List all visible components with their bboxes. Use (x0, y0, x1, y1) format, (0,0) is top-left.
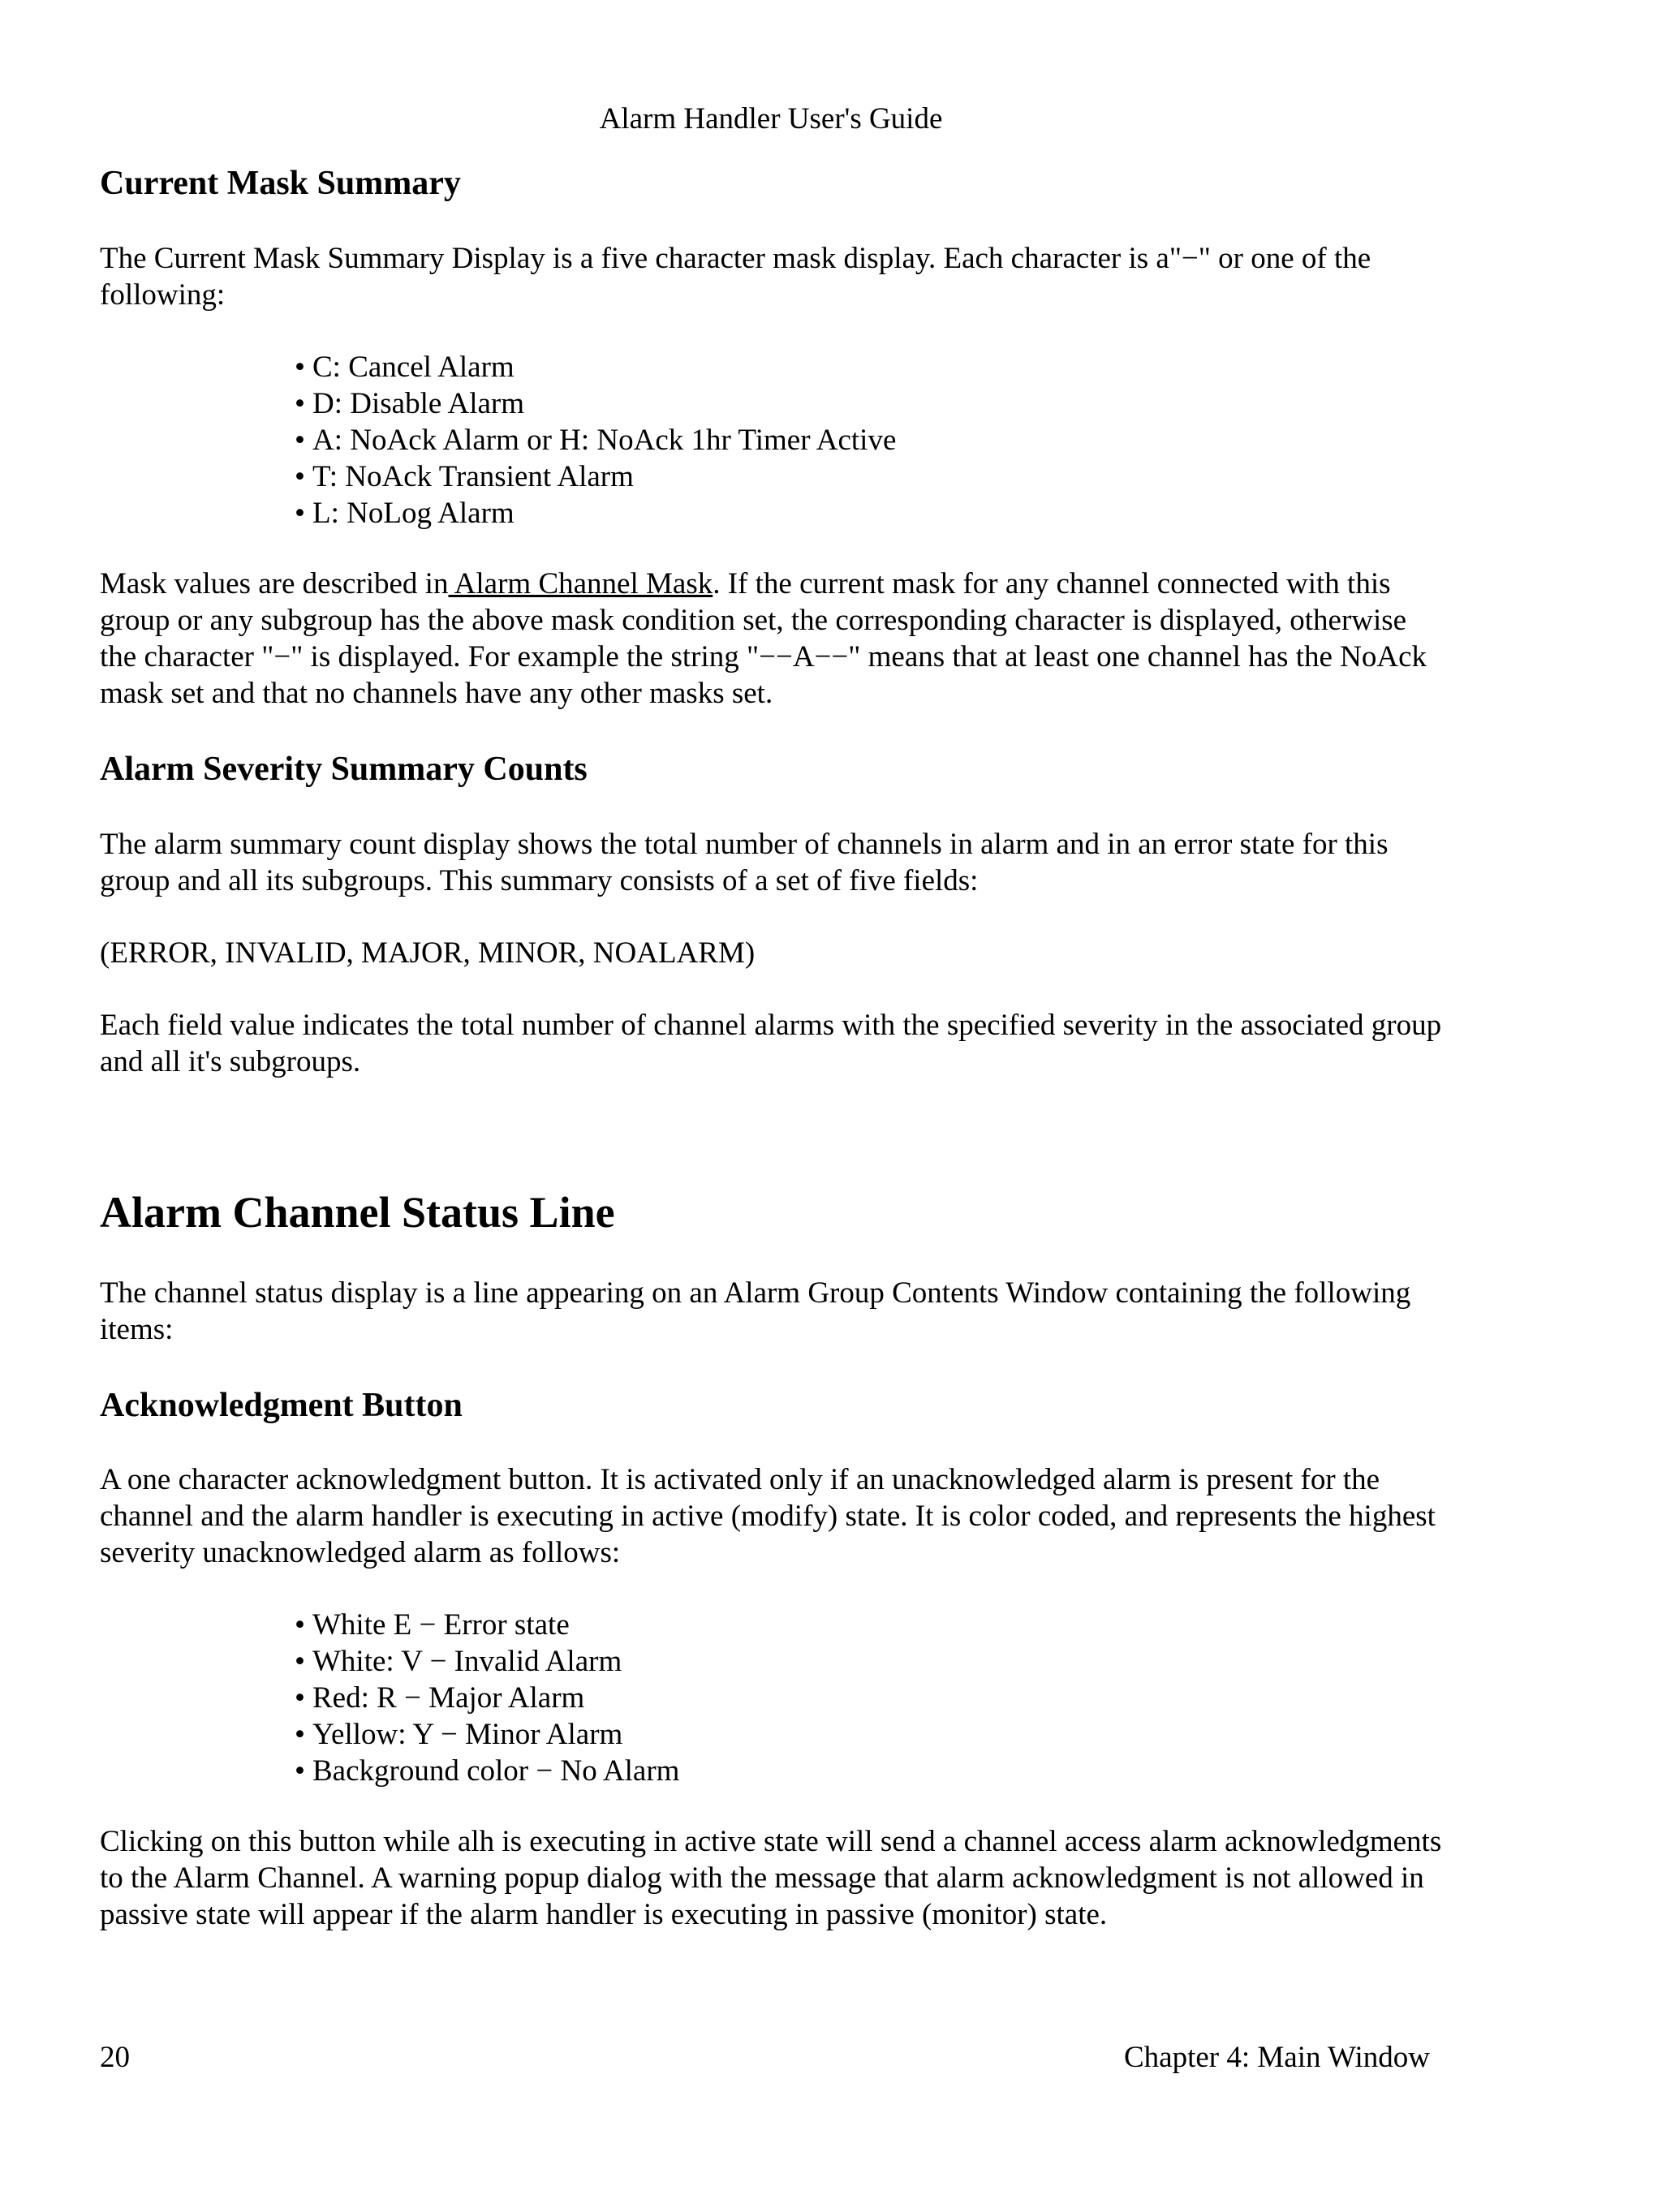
heading-current-mask-summary: Current Mask Summary (100, 165, 461, 202)
list-item: • White: V − Invalid Alarm (295, 1643, 679, 1680)
list-item: • Yellow: Y − Minor Alarm (295, 1716, 679, 1753)
heading-alarm-severity-summary-counts: Alarm Severity Summary Counts (100, 751, 588, 788)
heading-alarm-channel-status-line: Alarm Channel Status Line (100, 1188, 615, 1237)
mask-description-suffix: . If the current mask for any channel connected with this group or any subgroup has the above mask condition set, the corresponding character is displayed, otherwise the character "−" is displayed. For example the string "−−A−−" means that at least one channel has the NoAck mask set and that no channels have any other masks set. (100, 567, 1427, 710)
ack-intro-paragraph: A one character acknowledgment button. It is activated only if an unacknowledged alarm is present for the channel and the alarm handler is executing in active (modify) state. It is color coded, and represents the highest severity unacknowledged alarm as follows: (100, 1463, 1436, 1569)
list-item: • Red: R − Major Alarm (295, 1680, 679, 1716)
heading-acknowledgment-button: Acknowledgment Button (100, 1387, 463, 1424)
mask-description-paragraph (100, 566, 1447, 712)
mask-character-list (295, 349, 896, 531)
ack-body-paragraph: Clicking on this button while alh is executing in active state will send a channel access alarm acknowledgments to the Alarm Channel. A warning popup dialog with the message that alarm acknowledgment is not allowed in passive state will appear if the alarm handler is executing in passive (monitor) state. (100, 1825, 1442, 1931)
list-item: • D: Disable Alarm (295, 385, 896, 422)
list-item: • White E − Error state (295, 1607, 679, 1643)
running-header: Alarm Handler User's Guide (599, 102, 943, 136)
list-item: • T: NoAck Transient Alarm (295, 458, 896, 495)
alarm-channel-mask-link[interactable]: Alarm Channel Mask (448, 567, 713, 600)
status-line-intro-paragraph: The channel status display is a line appearing on an Alarm Group Contents Window containing the following items: (100, 1276, 1411, 1346)
severity-intro-paragraph: The alarm summary count display shows the total number of channels in alarm and in an error state for this group and all its subgroups. This summary consists of a set of five fields: (100, 828, 1389, 897)
mask-intro-paragraph: The Current Mask Summary Display is a five character mask display. Each character is a"−" or one of the following: (100, 242, 1371, 312)
severity-body-paragraph: Each field value indicates the total number of channel alarms with the specified severity in the associated group and all it's subgroups. (100, 1009, 1442, 1078)
ack-color-list (295, 1607, 679, 1789)
list-item: • Background color − No Alarm (295, 1753, 679, 1789)
mask-description-prefix: Mask values are described in (100, 567, 449, 600)
page-number: 20 (100, 2041, 130, 2074)
chapter-title: Chapter 4: Main Window (1123, 2041, 1430, 2074)
severity-fields-line: (ERROR, INVALID, MAJOR, MINOR, NOALARM) (100, 936, 756, 970)
list-item: • L: NoLog Alarm (295, 495, 896, 531)
list-item: • C: Cancel Alarm (295, 349, 896, 385)
list-item: • A: NoAck Alarm or H: NoAck 1hr Timer Active (295, 422, 896, 458)
